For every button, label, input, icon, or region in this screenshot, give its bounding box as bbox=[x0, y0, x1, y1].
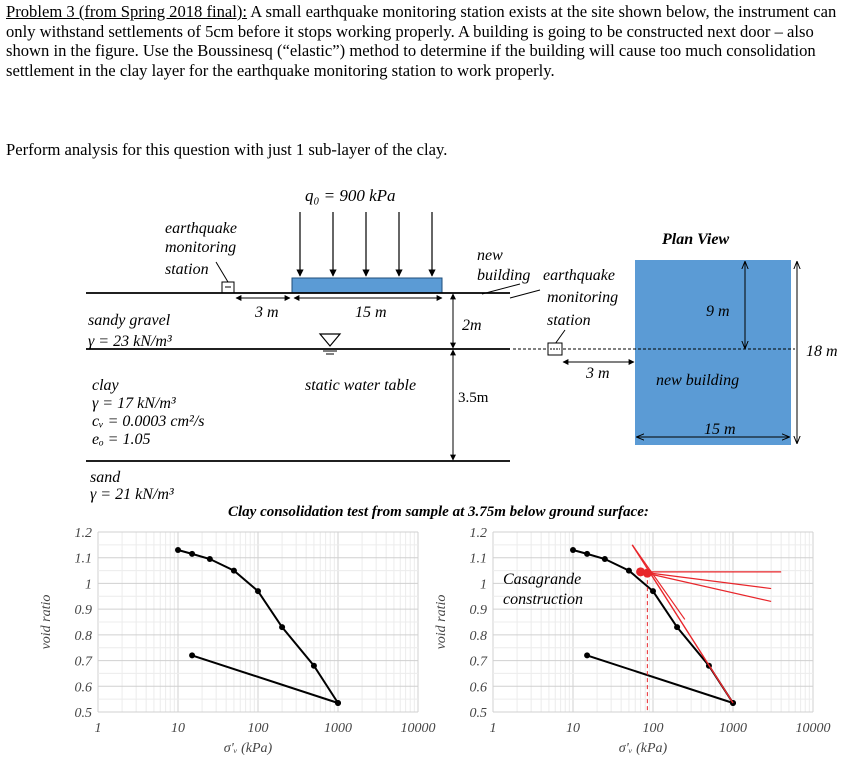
y-tick-label: 1.1 bbox=[74, 551, 92, 567]
x-axis-label: σ'ᵥ (kPa) bbox=[618, 741, 668, 756]
y-tick-label: 1 bbox=[85, 577, 92, 593]
y-tick-label: 0.8 bbox=[469, 628, 487, 644]
clay-gamma: γ = 17 kN/m³ bbox=[92, 395, 176, 412]
test-caption: Clay consolidation test from sample at 3.75m below ground surface: bbox=[228, 504, 649, 520]
station-label-line1: earthquake bbox=[165, 220, 237, 237]
soil-profile bbox=[86, 186, 530, 503]
data-point bbox=[674, 624, 680, 630]
sand-label: sand bbox=[90, 469, 121, 486]
y-tick-label: 1 bbox=[480, 577, 487, 593]
water-table-symbol bbox=[320, 334, 340, 346]
plan-view bbox=[510, 231, 838, 445]
data-point bbox=[602, 556, 608, 562]
data-point bbox=[231, 568, 237, 574]
data-point bbox=[207, 556, 213, 562]
data-point bbox=[175, 547, 181, 553]
y-tick-label: 0.9 bbox=[74, 603, 92, 619]
chart-consolidation-right bbox=[434, 526, 831, 756]
x-tick-label: 10000 bbox=[400, 721, 436, 736]
data-point bbox=[279, 624, 285, 630]
x-tick-label: 1 bbox=[94, 721, 102, 736]
y-axis-label: void ratio bbox=[39, 594, 54, 650]
new-building-label-line1: new bbox=[477, 247, 503, 264]
y-tick-label: 0.7 bbox=[469, 654, 487, 670]
y-tick-label: 1.2 bbox=[469, 526, 487, 541]
load-label: q₀ = 900 kPa bbox=[305, 186, 396, 205]
dim-15m: 15 m bbox=[355, 304, 387, 321]
sandy-gravel-gamma: γ = 23 kN/m³ bbox=[88, 333, 172, 350]
data-point bbox=[255, 588, 261, 594]
problem-heading: Problem 3 (from Spring 2018 final): bbox=[6, 2, 248, 21]
series-line-1 bbox=[192, 655, 338, 703]
dim-2m: 2m bbox=[462, 317, 482, 334]
y-tick-label: 0.9 bbox=[469, 603, 487, 619]
data-point bbox=[650, 588, 656, 594]
plan-building-label: new building bbox=[656, 372, 740, 389]
y-tick-label: 1.1 bbox=[469, 551, 487, 567]
problem-body: A small earthquake monitoring station exists at the site shown below, the instrument can only withstand settlements of 5cm before it stops working properly. A building is going to be constructed next door – also shown in the figure. Use the Boussinesq (“elastic”) method to determine if the building will cause too much consolidation settlement in the clay layer for the earthquake monitoring station to work properly. bbox=[6, 2, 837, 80]
y-tick-label: 0.7 bbox=[74, 654, 92, 670]
data-point bbox=[584, 551, 590, 557]
x-tick-label: 10 bbox=[171, 721, 185, 736]
dim-3-5m: 3.5m bbox=[458, 390, 489, 406]
x-axis-label: σ'ᵥ (kPa) bbox=[223, 741, 273, 756]
data-point bbox=[311, 663, 317, 669]
plan-dim-9m: 9 m bbox=[706, 303, 730, 320]
x-tick-label: 1000 bbox=[719, 721, 747, 736]
x-tick-label: 10000 bbox=[795, 721, 831, 736]
plan-station-line2: monitoring bbox=[547, 289, 619, 306]
data-point bbox=[584, 652, 590, 658]
casagrande-label-line2: construction bbox=[503, 591, 583, 608]
station-label-line2: monitoring bbox=[165, 239, 237, 256]
x-tick-label: 100 bbox=[642, 721, 664, 736]
casagrande-construction bbox=[503, 545, 781, 712]
casagrande-label-line1: Casagrande bbox=[503, 571, 582, 588]
load-arrows bbox=[300, 212, 432, 276]
building-footing bbox=[292, 278, 442, 293]
y-tick-label: 0.6 bbox=[469, 680, 487, 696]
data-point bbox=[626, 568, 632, 574]
dim-3m: 3 m bbox=[255, 304, 279, 321]
clay-cv: cᵥ = 0.0003 cm²/s bbox=[92, 413, 205, 430]
plan-dim-18m: 18 m bbox=[806, 343, 838, 360]
y-tick-label: 0.5 bbox=[74, 706, 92, 721]
y-axis-label: void ratio bbox=[434, 594, 449, 650]
data-point bbox=[189, 652, 195, 658]
plan-station-line3: station bbox=[547, 312, 591, 329]
plan-dim-15m: 15 m bbox=[704, 421, 736, 438]
instruction-text: Perform analysis for this question with just 1 sub-layer of the clay. bbox=[6, 140, 448, 159]
x-tick-label: 100 bbox=[247, 721, 269, 736]
chart-consolidation-left bbox=[39, 526, 436, 756]
plan-view-title: Plan View bbox=[662, 231, 730, 248]
preconsolidation-point bbox=[643, 569, 652, 578]
clay-e0: eₒ = 1.05 bbox=[92, 431, 151, 448]
plan-dim-3m: 3 m bbox=[586, 365, 610, 382]
x-tick-label: 1 bbox=[489, 721, 497, 736]
station-label-line3: station bbox=[165, 261, 209, 278]
y-tick-label: 0.6 bbox=[74, 680, 92, 696]
data-point bbox=[570, 547, 576, 553]
plan-station-line1: earthquake bbox=[543, 267, 615, 284]
sandy-gravel-label: sandy gravel bbox=[88, 312, 171, 329]
new-building-label-line2: building bbox=[477, 267, 531, 284]
plan-building bbox=[635, 260, 791, 445]
sand-gamma: γ = 21 kN/m³ bbox=[90, 486, 174, 503]
x-tick-label: 1000 bbox=[324, 721, 352, 736]
data-point bbox=[189, 551, 195, 557]
data-point bbox=[335, 700, 341, 706]
y-tick-label: 0.5 bbox=[469, 706, 487, 721]
water-table-label: static water table bbox=[305, 377, 417, 394]
clay-label: clay bbox=[92, 377, 119, 394]
y-tick-label: 1.2 bbox=[74, 526, 92, 541]
y-tick-label: 0.8 bbox=[74, 628, 92, 644]
series-line-1 bbox=[587, 655, 733, 703]
x-tick-label: 10 bbox=[566, 721, 580, 736]
